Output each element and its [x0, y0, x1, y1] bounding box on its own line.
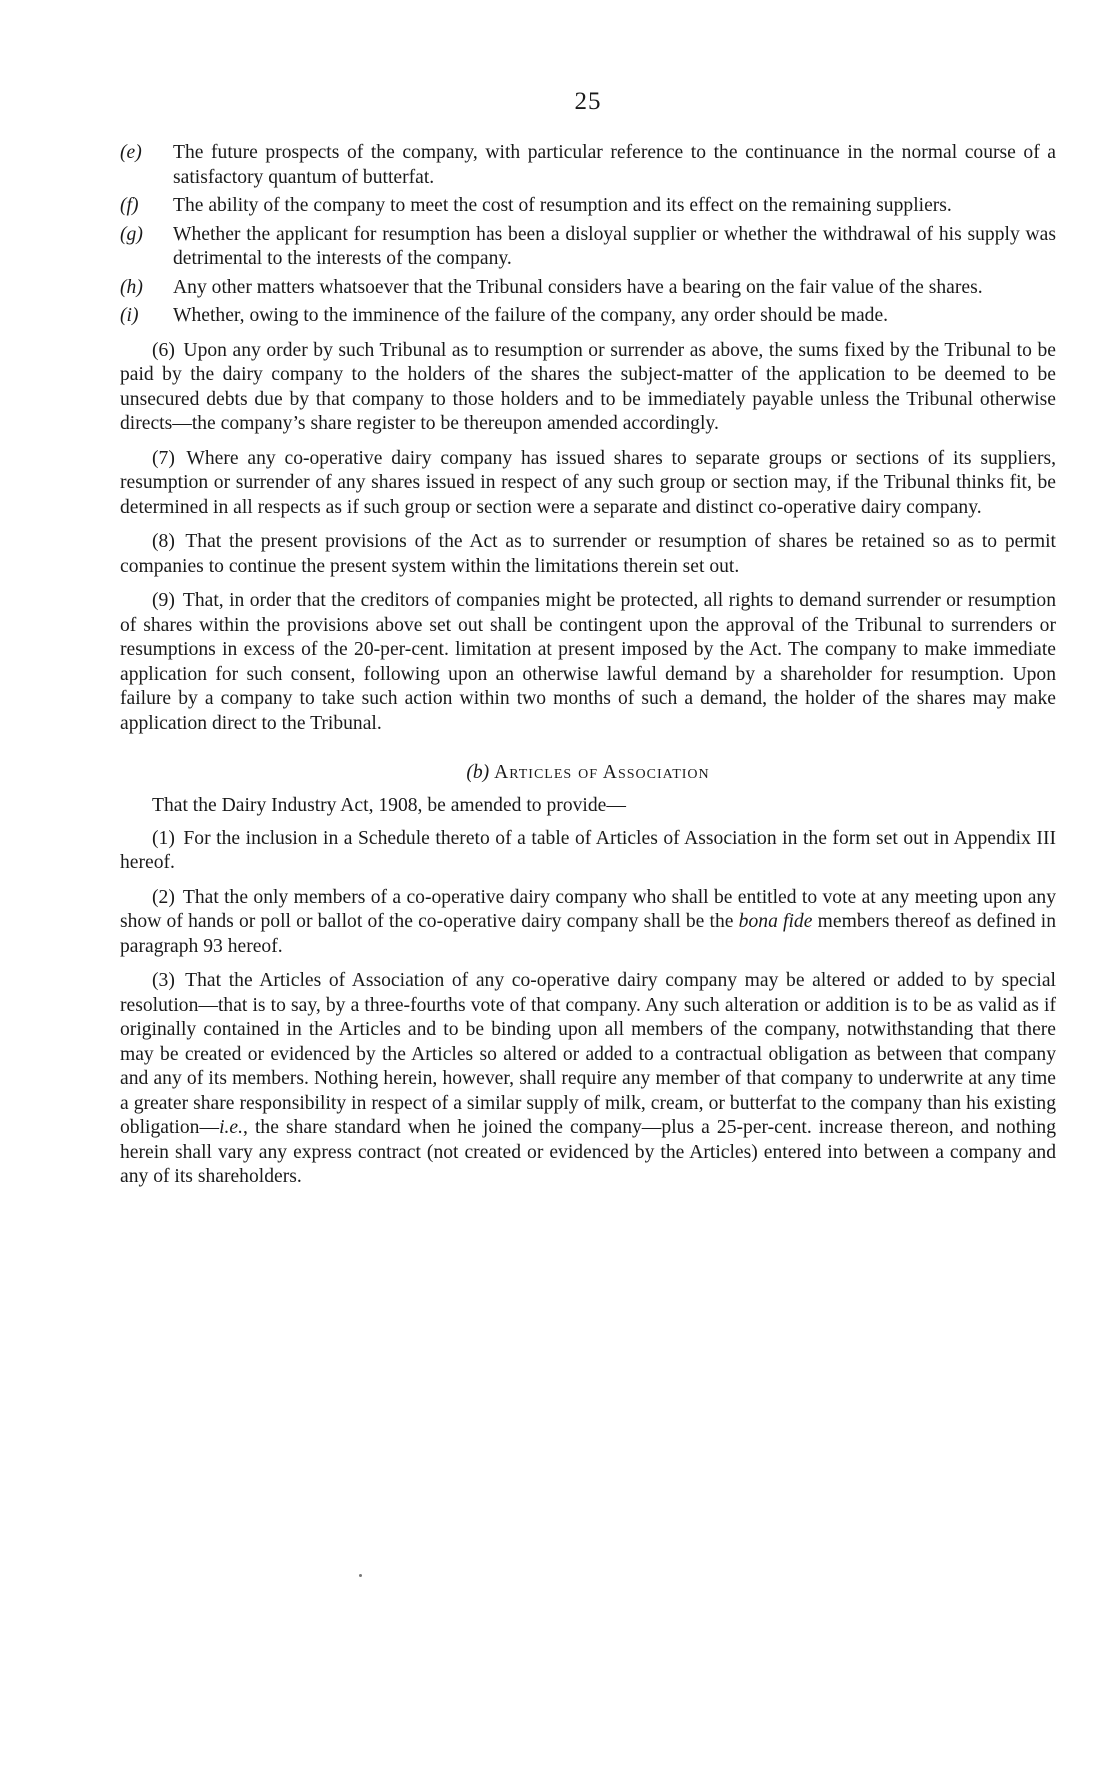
item-label: (g) — [120, 223, 143, 245]
item-text: Whether the applicant for resumption has been a disloyal supplier or whether the withdrawal of his supply was detrimental to the interests of the company. — [173, 223, 1056, 269]
section-title: Articles of Association — [494, 762, 710, 783]
latin-term: bona fide — [738, 911, 813, 932]
paragraph-number: (3) — [152, 970, 175, 991]
paragraph-number: (6) — [152, 339, 175, 361]
document-page — [120, 88, 1056, 1200]
item-label: (e) — [120, 142, 142, 163]
paragraph-number: (2) — [152, 886, 175, 908]
paragraph-7 — [120, 447, 1056, 521]
paragraph-number: (7) — [152, 447, 175, 469]
list-item-e — [120, 141, 1056, 190]
list-item-f — [120, 194, 1056, 219]
item-label: (f) — [120, 195, 139, 216]
item-text: Whether, owing to the imminence of the failure of the company, any order should be made. — [173, 305, 889, 326]
paragraph-number: (9) — [152, 590, 175, 611]
item-text: Any other matters whatsoever that the Tribunal considers have a bearing on the fair value of the shares. — [173, 276, 983, 298]
paragraph-number: (8) — [152, 531, 175, 552]
section-letter: (b) — [466, 762, 490, 783]
latin-abbreviation: i.e. — [219, 1117, 243, 1138]
paragraph-text: For the inclusion in a Schedule thereto of a table of Articles of Association in the form set out in Appendix III hereof. — [120, 827, 1057, 873]
paragraph-6 — [120, 339, 1056, 437]
paragraph-text: Upon any order by such Tribunal as to resumption or surrender as above, the sums fixed by the Tribunal to be paid by the dairy company to the holders of the shares the subject-matter of the application to be deemed to be unsecured debts due by that company to those holders and to be immediately payable unless the Tribunal otherwise directs—the company’s share register to be thereupon amended accordingly. — [120, 339, 1056, 434]
section-b-paragraph-2 — [120, 886, 1056, 960]
item-text: The ability of the company to meet the cost of resumption and its effect on the remaining suppliers. — [173, 195, 952, 216]
list-item-h — [120, 276, 1056, 301]
item-text: The future prospects of the company, with particular reference to the continuance in the normal course of a satisfactory quantum of butterfat. — [173, 142, 1056, 188]
section-intro: That the Dairy Industry Act, 1908, be amended to provide— — [152, 795, 626, 816]
item-label: (h) — [120, 276, 143, 298]
paragraph-text-start: That the only members of a co-operative dairy company who shall be entitled to vote at any meeting upon any show of hands or poll or ballot of the co-operative dairy company shall be the — [120, 886, 1056, 932]
paragraph-text-end: members thereof as defined in paragraph 93 hereof. — [120, 911, 1057, 957]
paragraph-text-start: That the Articles of Association of any co-operative dairy company may be altered or added to by special resolution—that is to say, by a three-fourths vote of that company. Any such alteration or addition is to be as valid as if originally contained in the Articles and to be binding upon all members of the company, notwithstanding that there may be created or evidenced by the Articles so altered or added to a contractual obligation as between that company and any of its members. Nothing herein, however, shall require any member of that company to underwrite at any time a greater share responsibility in respect of a similar supply of milk, cream, or butterfat to the company than his existing obligation— — [120, 970, 1057, 1138]
section-heading — [120, 762, 1056, 784]
paragraph-text: That, in order that the creditors of companies might be protected, all rights to demand surrender or resumption of shares within the provisions above set out shall be contingent upon the approval of the Tribunal to surrenders or resumptions in excess of the 20-per-cent. limitation at present imposed by the Act. The company to make immediate application for such consent, following upon an otherwise lawful demand by a shareholder for resumption. Upon failure by a company to take such action within two months of such a demand, the holder of the shares may make application direct to the Tribunal. — [120, 590, 1056, 734]
paragraph-text-end: , the share standard when he joined the company—plus a 25-per-cent. increase thereon, and nothing herein shall vary any express contract (not created or evidenced by the Articles) entered into between a company and any of its shareholders. — [120, 1117, 1056, 1187]
item-label: (i) — [120, 305, 139, 326]
paragraph-9 — [120, 589, 1056, 736]
section-b-paragraph-3 — [120, 969, 1056, 1190]
paragraph-8 — [120, 530, 1056, 579]
page-number: 25 — [574, 88, 602, 115]
list-item-g — [120, 223, 1056, 272]
paragraph-number: (1) — [152, 827, 175, 849]
lettered-list — [120, 141, 1056, 329]
paragraph-text: Where any co-operative dairy company has issued shares to separate groups or sections of its suppliers, resumption or surrender of any shares issued in respect of any such group or section may, if the Tribunal thinks fit, be determined in all respects as if such group or section were a separate and distinct co-operative dairy company. — [120, 447, 1056, 518]
list-item-i — [120, 304, 1056, 329]
paragraph-text: That the present provisions of the Act as to surrender or resumption of shares be retained so as to permit companies to continue the present system within the limitations therein set out. — [120, 531, 1056, 577]
section-b-paragraph-1 — [120, 827, 1056, 876]
print-speck — [359, 1574, 362, 1577]
